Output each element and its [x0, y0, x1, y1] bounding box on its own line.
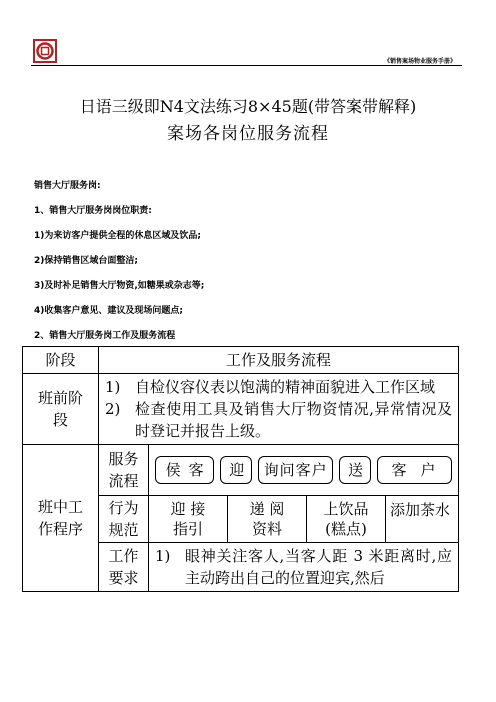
duty-item-1: 1)为来访客户提供全程的休息区域及饮品; [34, 231, 201, 241]
service-flow-label: 服务 流程 [99, 445, 149, 496]
flow-heading: 2、销售大厅服务岗工作及服务流程 [34, 331, 176, 341]
behavior-label: 行为 规范 [99, 496, 149, 543]
service-steps [149, 445, 459, 496]
header-flow: 工作及服务流程 [99, 347, 459, 374]
behavior-cell: 递 阅 资料 [228, 496, 307, 542]
document-subtitle: 案场各岗位服务流程 [167, 124, 329, 144]
square-ring-logo-icon [33, 39, 57, 63]
duty-item-2: 2)保持销售区域台面整洁; [34, 256, 138, 266]
step-box: 询问客户 [258, 456, 333, 484]
duty-item-3: 3)及时补足销售大厅物资,如糖果或杂志等; [34, 281, 205, 291]
table-row-service-flow [23, 445, 459, 496]
document-title: 日语三级即N4文法练习8×45题(带答案带解释) [79, 97, 417, 116]
behavior-cell: 上饮品 (糕点) [307, 496, 386, 542]
requirement-label: 工作 要求 [99, 543, 149, 592]
header-stage: 阶段 [23, 347, 99, 374]
list-item: 1) 自检仪容仪表以饱满的精神面貌进入工作区域 [105, 378, 436, 396]
step-box: 侯客 [155, 456, 214, 484]
stage-in-shift: 班中工 作程序 [23, 445, 99, 592]
duty-item-4: 4)收集客户意见、建议及现场问题点; [34, 306, 183, 316]
header-divider [31, 65, 462, 66]
step-box: 客户 [377, 456, 452, 484]
pre-shift-items [99, 374, 459, 445]
list-item: 1) 眼神关注客人,当客人距 3 米距离时,应主动跨出自己的位置迎宾,然后 [155, 547, 453, 587]
stage-pre-shift: 班前阶 段 [23, 374, 99, 445]
table-row-pre-shift [23, 374, 459, 445]
requirement-items [149, 543, 459, 592]
step-box: 送 [339, 456, 371, 484]
behavior-cell: 添加茶水 [390, 501, 451, 519]
service-flow-table [22, 346, 459, 592]
header-note: 《销售案场物业服务手册》 [383, 58, 456, 65]
duty-heading: 1、销售大厅服务岗岗位职责: [34, 206, 152, 216]
step-box: 迎 [220, 456, 252, 484]
behavior-cell: 迎 接 指引 [149, 496, 228, 542]
section-heading: 销售大厅服务岗: [34, 181, 101, 191]
table-header-row [23, 347, 459, 374]
behavior-items [149, 496, 459, 543]
list-item: 2) 检查使用工具及销售大厅物资情况,异常情况及时登记并报告上级。 [105, 400, 453, 440]
